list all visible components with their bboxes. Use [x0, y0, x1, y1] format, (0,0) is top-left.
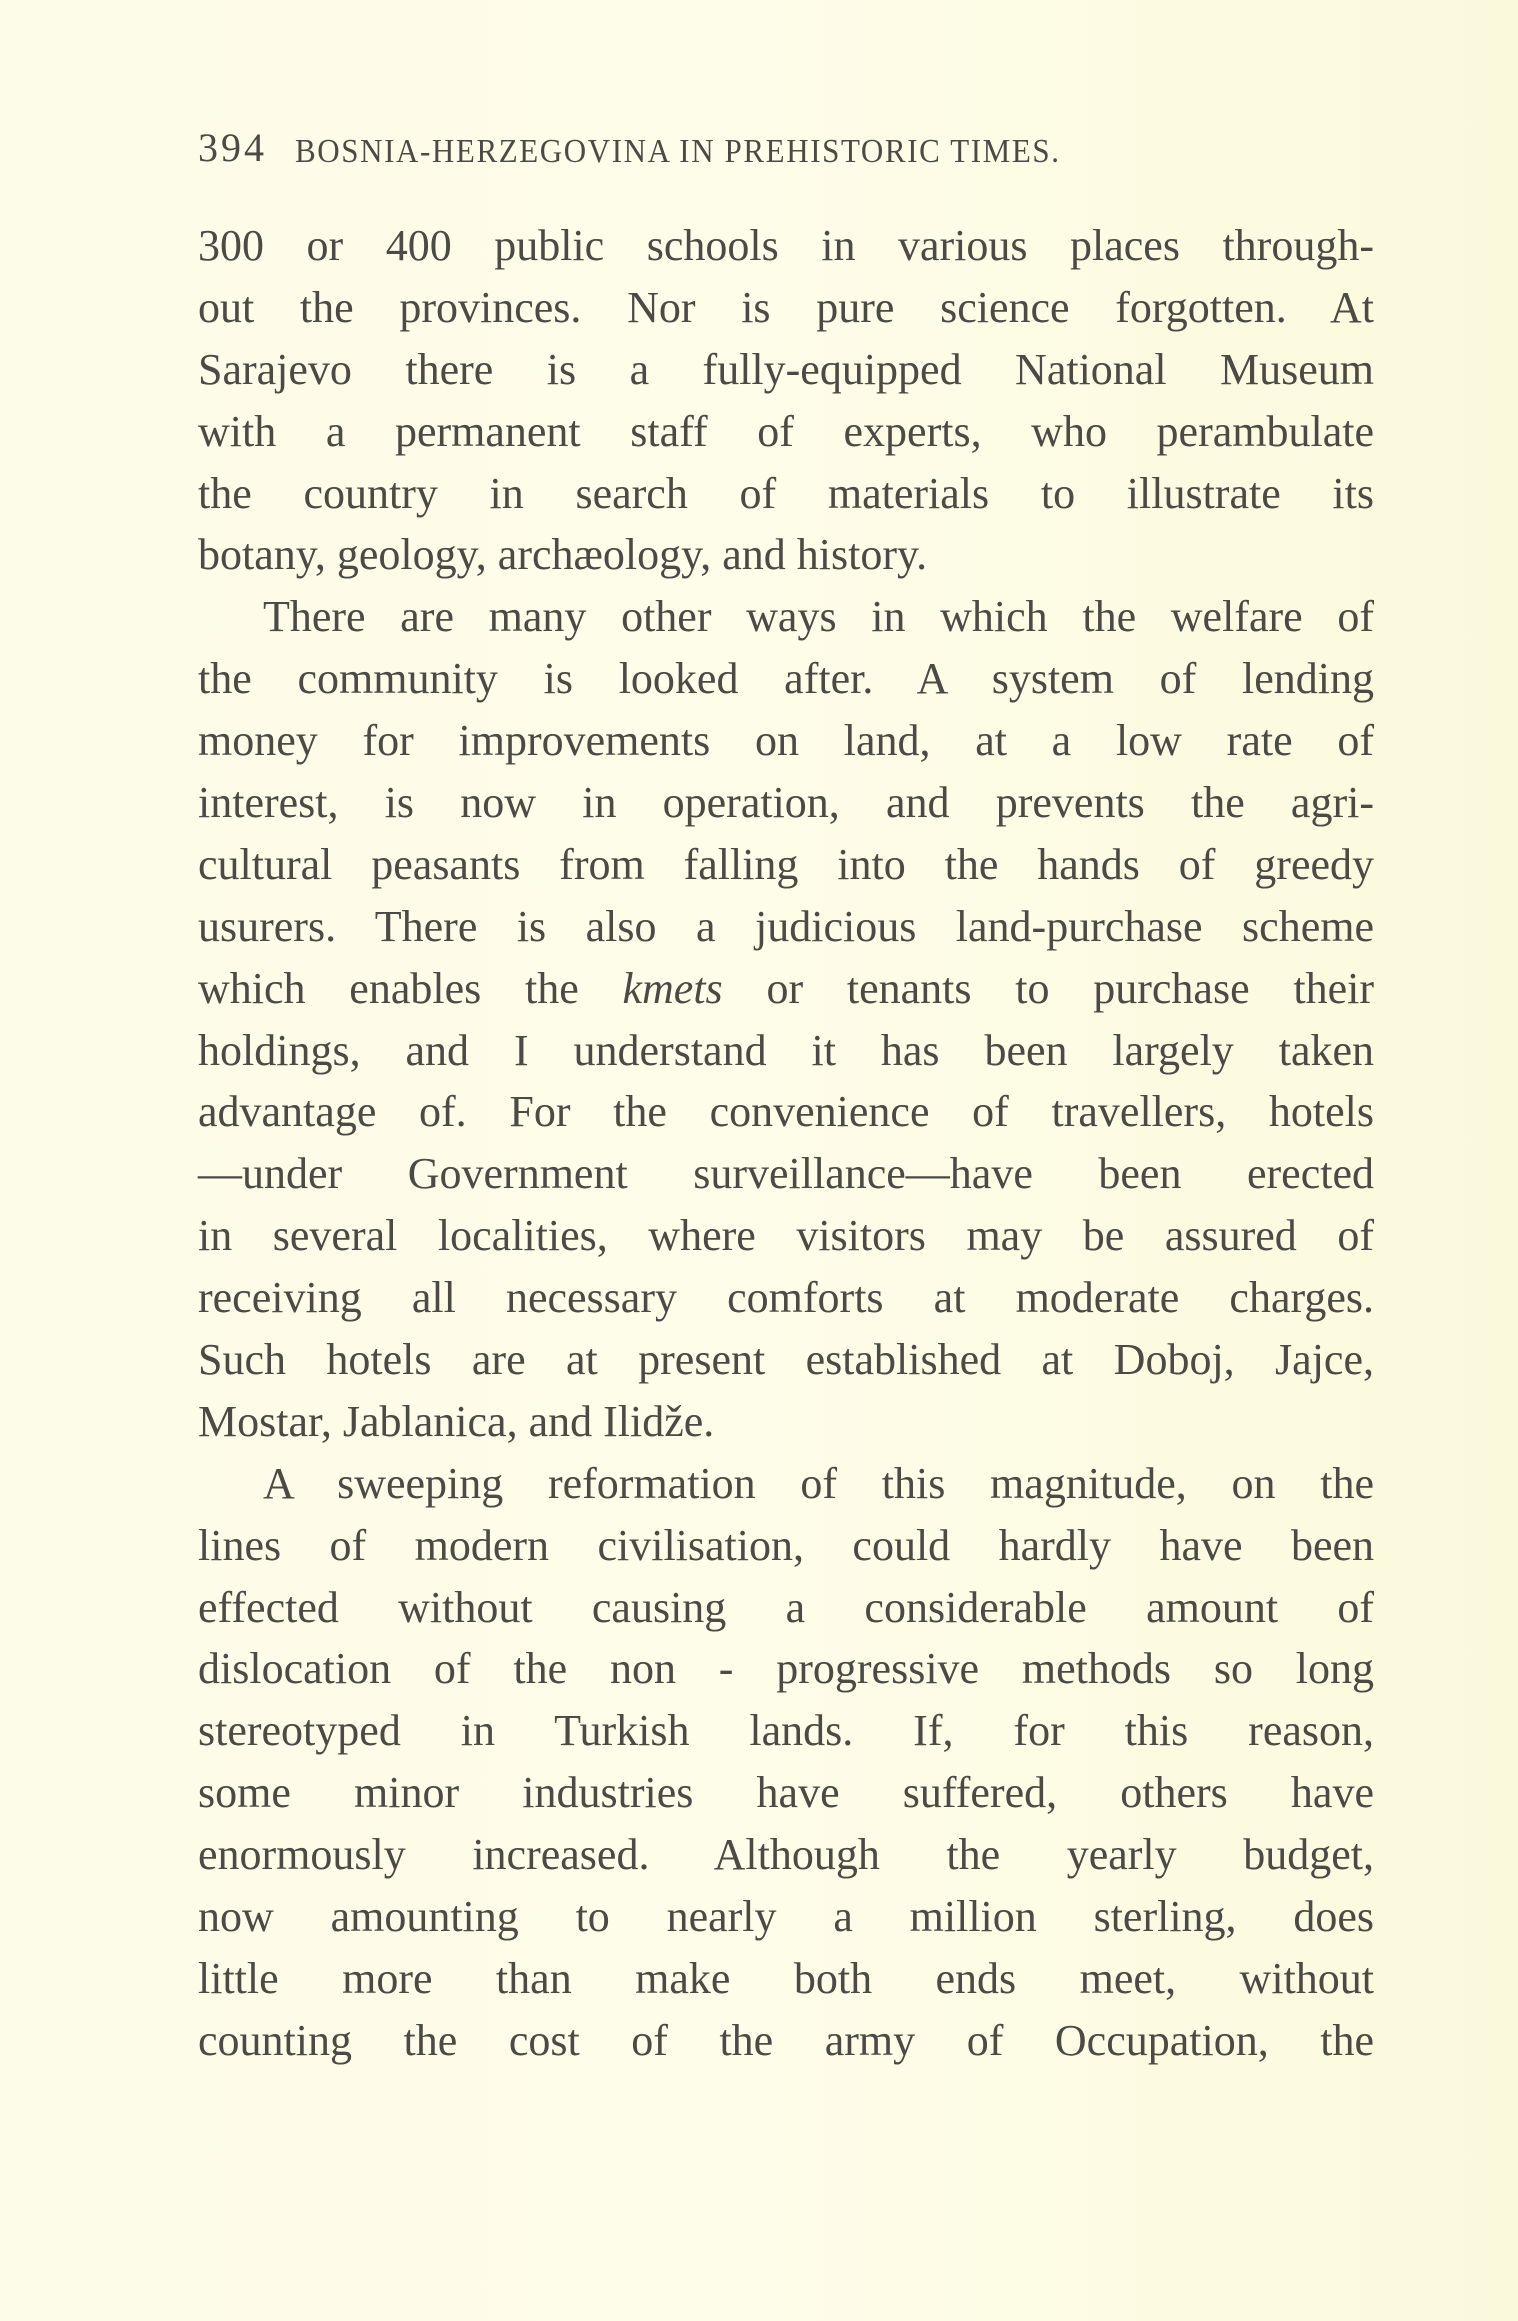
- paragraph: [198, 1453, 1374, 2072]
- text-line: cultural peasants from falling into the hands of greedy: [198, 839, 1374, 889]
- text-run: which enables the: [198, 963, 623, 1013]
- text-line: —under Government surveillance—have been erected: [198, 1149, 1374, 1199]
- text-line: effected without causing a considerable amount of: [198, 1582, 1374, 1632]
- text-line: Sarajevo there is a fully-equipped National Museum: [198, 344, 1374, 394]
- text-line: Such hotels are at present established at Doboj, Jajce,: [198, 1335, 1374, 1385]
- text-line: stereotyped in Turkish lands. If, for this reason,: [198, 1706, 1374, 1756]
- text-line: lines of modern civilisation, could hardly have been: [198, 1520, 1374, 1570]
- text-line: botany, geology, archæology, and history.: [198, 530, 928, 580]
- text-line: in several localities, where visitors may be assured of: [198, 1211, 1374, 1261]
- text-line: little more than make both ends meet, without: [198, 1953, 1374, 2003]
- running-title: BOSNIA-HERZEGOVINA IN PREHISTORIC TIMES.: [295, 131, 1061, 170]
- text-line: advantage of. For the convenience of travellers, hotels: [198, 1087, 1374, 1137]
- text-line: receiving all necessary comforts at moderate charges.: [198, 1273, 1374, 1323]
- text-line: dislocation of the non - progressive methods so long: [198, 1644, 1374, 1694]
- text-line: 300 or 400 public schools in various places through-: [198, 221, 1374, 270]
- italic-term: kmets: [622, 963, 723, 1013]
- text-line: now amounting to nearly a million sterling, does: [198, 1892, 1374, 1942]
- text-line: some minor industries have suffered, others have: [198, 1768, 1374, 1818]
- running-head: [198, 124, 1378, 172]
- text-line: the community is looked after. A system of lending: [198, 654, 1374, 704]
- text-line: counting the cost of the army of Occupation, the: [198, 2015, 1374, 2065]
- paragraph: [198, 215, 1374, 586]
- text-line: with a permanent staff of experts, who perambulate: [198, 406, 1374, 456]
- text-line: holdings, and I understand it has been largely taken: [198, 1025, 1374, 1075]
- text-line: out the provinces. Nor is pure science forgotten. At: [198, 282, 1374, 332]
- text-line: money for improvements on land, at a low rate of: [198, 716, 1374, 766]
- text-line: A sweeping reformation of this magnitude, on the: [263, 1458, 1374, 1508]
- text-line: interest, is now in operation, and prevents the agri-: [198, 778, 1374, 828]
- text-run: or tenants to purchase their: [722, 963, 1374, 1013]
- text-line: usurers. There is also a judicious land-purchase scheme: [198, 901, 1374, 951]
- page-number: 394: [198, 125, 267, 170]
- body-text: [198, 215, 1374, 2072]
- text-line: [198, 958, 1374, 1020]
- paragraph: [198, 586, 1374, 1452]
- text-line: the country in search of materials to illustrate its: [198, 468, 1374, 518]
- text-line: There are many other ways in which the welfare of: [263, 592, 1374, 642]
- text-line: enormously increased. Although the yearly budget,: [198, 1830, 1374, 1880]
- text-line: Mostar, Jablanica, and Ilidže.: [198, 1396, 715, 1446]
